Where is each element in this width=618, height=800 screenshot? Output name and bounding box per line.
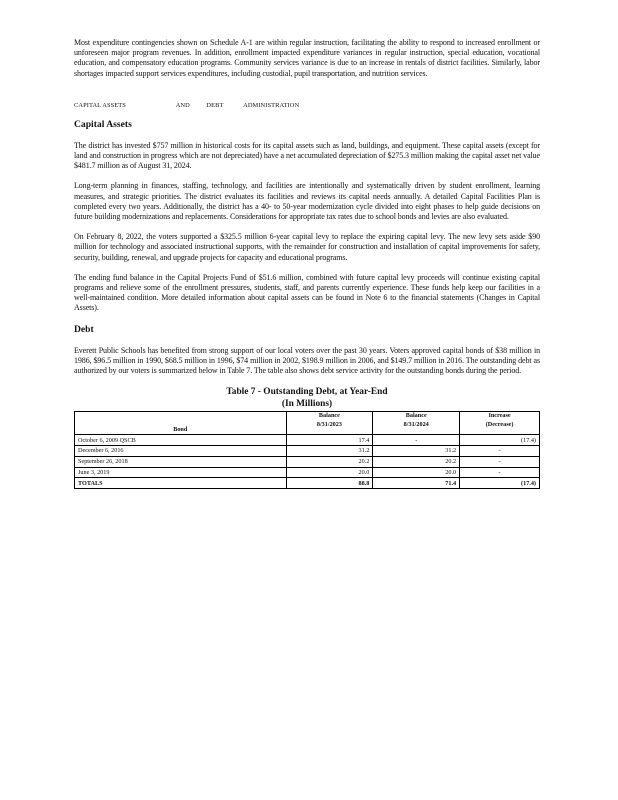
- table-row: [75, 435, 540, 446]
- table-title-line-1: Table 7 - Outstanding Debt, at Year-End: [226, 387, 388, 398]
- table-totals-row: [75, 478, 540, 489]
- change-value: -: [460, 467, 540, 478]
- bond-name: September 26, 2018: [75, 456, 287, 467]
- balance-2024-value: 20.0: [373, 467, 460, 478]
- change-value: -: [460, 446, 540, 457]
- bond-name: October 6, 2009 QSCB: [75, 435, 287, 446]
- bond-name: June 3, 2019: [75, 467, 287, 478]
- header-balance-2024: Balance 8/31/2024: [373, 412, 460, 435]
- debt-paragraph-1: Everett Public Schools has benefited from strong support of our local voters over the past 30 years. Voters approved capital bonds of $38 million in 1986, $96.5 million in 1990, $68.5 million in 1996, $74 million in 2002, $198.9 million in 2006, and $149.7 million in 2016. The outstanding debt as authorized by our voters is summarized below in Table 7. The table also shows debt service activity for the outstanding bonds during the period.: [74, 345, 540, 376]
- table-row: [75, 446, 540, 457]
- change-value: -: [460, 456, 540, 467]
- change-value: (17.4): [460, 435, 540, 446]
- balance-2023-value: 20.0: [286, 467, 373, 478]
- header-bond: Bond: [75, 412, 287, 435]
- caps-word-2: AND: [175, 101, 190, 109]
- caps-word-1: CAPITAL ASSETS: [74, 101, 126, 109]
- bond-name: December 6, 2016: [75, 446, 287, 457]
- header-balance-2023: Balance 8/31/2023: [286, 412, 373, 435]
- balance-2023-value: 31.2: [286, 446, 373, 457]
- totals-change: (17.4): [460, 478, 540, 489]
- table-title: [74, 386, 540, 410]
- intro-paragraph: Most expenditure contingencies shown on Schedule A-1 are within regular instruction, facilitating the ability to respond to increased enrollment or unforeseen major program revenues. In addition, enrollment impacted expenditure variances in regular instruction, special education, vocational education, and compensatory education programs. Community services variance is due to an increase in rentals of district facilities. Similarly, labor shortages impacted support services expenditures, including custodial, pupil transportation, and nutrition services.: [74, 38, 540, 78]
- document-page: [74, 38, 540, 489]
- debt-heading: Debt: [74, 323, 94, 335]
- balance-2024-value: 31.2: [373, 446, 460, 457]
- outstanding-debt-table: [74, 411, 540, 489]
- balance-2024-value: 20.2: [373, 456, 460, 467]
- capital-paragraph-1: The district has invested $757 million in historical costs for its capital assets such as land, buildings, and equipment. These capital assets (except for land and construction in progress which are not depreciated) have a net accumulated depreciation of $275.3 million making the capital asset net value $481.7 million as of August 31, 2024.: [74, 140, 540, 171]
- table-row: [75, 456, 540, 467]
- capital-paragraph-2: Long-term planning in finances, staffing, technology, and facilities are intentionally and systematically driven by student enrollment, learning measures, and strategic priorities. The district evaluates its facilities and reviews its capital needs annually. A detailed Capital Facilities Plan is completed every two years. Additionally, the district has a 40- to 50-year modernization cycle divided into eight phases to help guide decisions on future building modernizations and replacements. Considerations for appropriate tax rates due to school bonds and levies are also evaluated.: [74, 181, 540, 222]
- table-row: [75, 467, 540, 478]
- totals-balance-2023: 88.8: [286, 478, 373, 489]
- totals-balance-2024: 71.4: [373, 478, 460, 489]
- balance-2024-value: -: [373, 435, 460, 446]
- caps-word-3: DEBT: [206, 101, 224, 109]
- balance-2023-value: 20.2: [286, 456, 373, 467]
- capital-paragraph-4: The ending fund balance in the Capital Projects Fund of $51.6 million, combined with future capital levy proceeds will continue existing capital programs and relieve some of the enrollment pressures, students, staff, and parents currently experience. These funds help keep our facilities in a well-maintained condition. More detailed information about capital assets can be found in Note 6 to the financial statements (Changes in Capital Assets).: [74, 272, 540, 313]
- caps-word-4: ADMINISTRATION: [243, 101, 300, 109]
- capital-paragraph-3: On February 8, 2022, the voters supported a $325.5 million 6-year capital levy to replace the expiring capital levy. The new levy sets aside $90 million for technology and associated instructional supports, with the remainder for construction and installation of capital improvements for safety, security, building, renewal, and upgrade projects for capacity and educational programs.: [74, 232, 540, 262]
- section-heading-caps: [74, 102, 540, 109]
- capital-assets-heading: Capital Assets: [74, 118, 132, 130]
- balance-2023-value: 17.4: [286, 435, 373, 446]
- table-header-row: [75, 412, 540, 435]
- header-change: Increase (Decrease): [460, 412, 540, 435]
- totals-label: TOTALS: [75, 478, 287, 489]
- table-title-line-2: (In Millions): [281, 399, 333, 410]
